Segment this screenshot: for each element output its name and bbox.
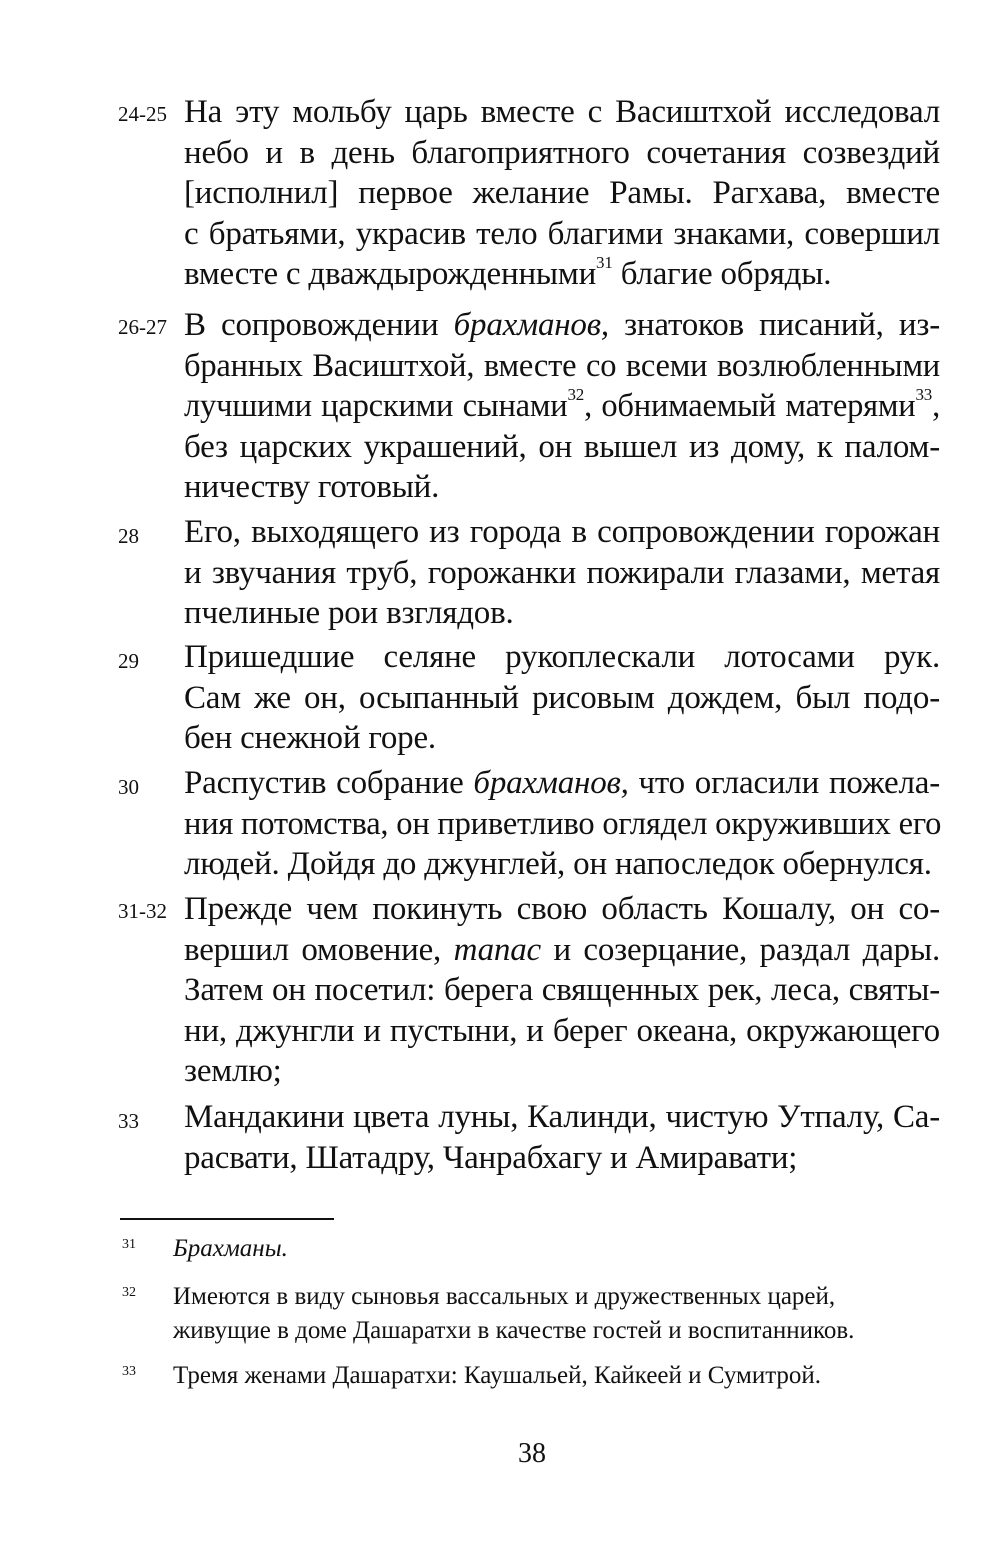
verse-line: Затем он посетил: берега священных рек, леса, святы-	[184, 972, 940, 1009]
page-number: 38	[518, 1438, 546, 1469]
footnote-line: Имеются в виду сыновья вассальных и дружественных царей,	[173, 1283, 836, 1310]
verse-line: и звучания труб, горожанки пожирали глазами, метая	[184, 554, 940, 591]
verse-text-run: благие обряды.	[612, 256, 832, 293]
verse-line: Сам же он, осыпанный рисовым дождем, был подо-	[184, 679, 940, 716]
footnote-line: Тремя женами Дашаратхи: Каушальей, Кайкеей и Сумитрой.	[173, 1362, 822, 1389]
verse-line	[184, 763, 940, 804]
verse-number: 24-25	[118, 102, 167, 126]
footnote-ref: 31	[596, 253, 613, 273]
verse-line	[184, 305, 940, 346]
footnote-line: живущие в доме Дашаратхи в качестве гостей и воспитанников.	[173, 1317, 855, 1344]
verse-line	[184, 930, 940, 971]
verse-text	[184, 889, 940, 1092]
verse-text-run: и созерцание, раздал дары.	[540, 931, 940, 968]
verse-italic-term: брахманов,	[473, 765, 629, 801]
verse-text	[184, 512, 940, 634]
verse-number: 33	[118, 1109, 139, 1133]
verse-text-run: Распустив собрание	[184, 765, 474, 801]
verse-text-run: знатоков писаний, из-	[608, 307, 940, 343]
verse-line	[184, 386, 940, 427]
footnote-ref: 33	[915, 385, 933, 405]
verse-text	[184, 92, 940, 295]
verse-number: 30	[118, 775, 139, 799]
verse-line: землю;	[184, 1053, 282, 1090]
footnote-number: 32	[122, 1285, 136, 1300]
verse-text	[184, 305, 940, 508]
verse-line: небо и в день благоприятного сочетания созвездий	[184, 134, 940, 171]
verse-line: Мандакини цвета луны, Калинди, чистую Утпалу, Са-	[184, 1099, 940, 1135]
verse-number: 26-27	[118, 315, 167, 339]
verse-text-run: В сопровождении	[184, 307, 454, 343]
verse-number: 28	[118, 524, 139, 548]
verse-text	[184, 1097, 940, 1178]
verse-line: расвати, Шатадру, Чанрабхагу и Амиравати;	[184, 1139, 798, 1176]
verse-text-run: вершил омовение,	[184, 931, 454, 968]
verse-number: 29	[118, 649, 139, 673]
verse-text	[184, 763, 940, 885]
verse-line: пчелиные рои взглядов.	[184, 595, 514, 632]
verse-line: без царских украшений, он вышел из дому, к палом-	[184, 428, 940, 465]
footnote-text	[173, 1232, 943, 1266]
footnote-number: 33	[122, 1364, 136, 1379]
footnote-separator	[120, 1218, 334, 1220]
verse-line: Прежде чем покинуть свою область Кошалу, он со-	[184, 891, 940, 927]
verse-line: Его, выходящего из города в сопровождении горожан	[184, 514, 940, 550]
verse-text-run: что огласили пожела-	[628, 765, 940, 801]
verse-line: На эту мольбу царь вместе с Васиштхой исследовал	[184, 94, 940, 130]
verse-line: бен снежной горе.	[184, 720, 436, 757]
verse-line: бранных Васиштхой, вместе со всеми возлюбленными	[184, 347, 940, 384]
footnote-number: 31	[122, 1237, 136, 1252]
verse-text-run: вместе с дваждырожденными	[184, 256, 597, 293]
verse-line: с братьями, украсив тело благими знаками, совершил	[184, 215, 940, 252]
verse-text-run: ,	[932, 388, 940, 425]
verse-line: ни, джунгли и пустыни, и берег океана, окружающего	[184, 1012, 940, 1049]
verse-line: Пришедшие селяне рукоплескали лотосами рук.	[184, 639, 940, 675]
verse-line: [исполнил] первое желание Рамы. Рагхава, вместе	[184, 175, 940, 212]
footnote-ref: 32	[567, 385, 585, 405]
verse-text	[184, 637, 940, 759]
verse-italic-term: тапас	[453, 931, 541, 968]
verse-line: ния потомства, он приветливо оглядел окруживших его	[184, 805, 942, 842]
verse-number: 31-32	[118, 899, 167, 923]
verse-text-run: лучшими царскими сынами	[184, 388, 568, 425]
verse-italic-term: брахманов,	[453, 307, 609, 343]
footnote-text	[173, 1359, 943, 1393]
footnote-line: Брахманы.	[173, 1235, 288, 1262]
footnote-text	[173, 1280, 943, 1348]
verse-line	[184, 254, 940, 295]
verse-text-run: , обнимаемый матерями	[584, 388, 916, 425]
verse-line: ничеству готовый.	[184, 469, 440, 506]
verse-line: людей. Дойдя до джунглей, он напоследок обернулся.	[184, 846, 932, 883]
